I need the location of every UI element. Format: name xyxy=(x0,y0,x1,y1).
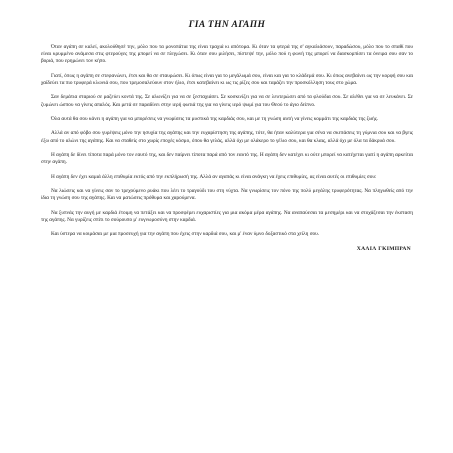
paragraph-9: Να ξυπνάς την αυγή με καρδιά έτοιμη να πετάξει και να προσφέρει ευχαριστίες για μια ακόμα μέρα αγάπης. Να αναπαύεσαι τα μεσημέρι και να στοχάζεσαι την έκσταση της αγάπης. Να γυρίζεις σπίτι το σούρουπο μ' ευγνωμοσύνη στην καρδιά. xyxy=(41,209,413,223)
paragraph-10: Και ύστερα να κοιμάσαι με μια προσευχή για την αγάπη που έχεις στην καρδιά σου, και μ' έναν ύμνο δοξαστικό στα χείλη σου. xyxy=(51,231,320,238)
paragraph-4: Όλα αυτά θα σου κάνει η αγάπη για να μπορέσεις να γνωρίσεις τα μυστικά της καρδιάς σου, και με τη γνώση αυτή να γίνεις κομμάτι της καρδιάς της ζωής. xyxy=(51,115,379,122)
document-title: ΓΙΑ ΤΗΝ ΑΓΑΠΗ xyxy=(188,20,266,30)
paragraph-8: Να λιώσεις και να γίνεις σαν το τρεχούμενο ρυάκι που λέει το τραγούδι του στη νύχτα. Να γνωρίσεις τον πόνο της πολύ μεγάλης τρυφερότητας. Να πληγωθείς από την ίδια τη γνώση σου της αγάπης. Και να ματώσεις πρόθυμα και χαρούμενα. xyxy=(41,187,413,202)
paragraph-7: Η αγάπη δεν έχει καμιά άλλη επιθυμία εκτός από την εκπλήρωσή της. Αλλά αν αγαπάς κι είναι ανάγκη να έχεις επιθυμίες, ας είναι αυτές οι επιθυμίες σου: xyxy=(51,173,377,180)
paragraph-2: Γιατί, όπως η αγάπη σε στεφανώνει, έτσι και θα σε σταυρώσει. Κι όπως είναι για το μεγάλωμά σου, είναι και για το κλάδεμά σου. Κι όπως ανεβαίνει ως την κορφή σου και χαϊδεύει τα πιο τρυφερά κλωνιά σου, που τρεμοσαλεύουν στον ήλιο, έτσι κατεβαίνει κι ως τις ρίζες σου και ταράζει την προσκόλληση τους στο χώμα. xyxy=(41,72,413,86)
paragraph-1: Όταν αγάπη σε καλεί, ακολούθησέ την, μόλο που τα μονοπάτια της είναι τραχιά κι απότομα. Κι όταν τα φτερά της σ' αγκαλιάσουν, παραδώσου, μόλο που το σπαθί που είναι κρυμμένο ανάμεσα στις φτερούγες της μπορεί να σε πληγώσει. Κι όταν σου μιλήσει, πίστεψέ την, μόλο πού η φωνή της μπορεί να διασκορπίσει τα όνειρα σου σαν το βοριά, που ερημώνει τον κήπο. xyxy=(41,44,413,65)
paragraph-5: Αλλά αν από φόβο σου γυρέψεις μόνο την ησυχία της αγάπης και την ευχαρίστηση της αγάπης, τότε, θα ήταν καλύτερα για σένα να σκεπάσεις τη γύμνια σου και να βγεις έξω από το αλώνι της αγάπης. Και να σταθείς στο χωρίς εποχές κόσμο, όπου θα γελάς, αλλά όχι με ολάκερο το γέλιο σου, και θα κλαις, αλλά όχι με όλα τα δάκρυά σου. xyxy=(41,130,413,144)
author-signature: ΧΑΛΙΛ ΓΚΙΜΠΡΑΝ xyxy=(356,245,411,252)
paragraph-3: Σαν δεμάτια σταριού σε μαζεύει κοντά της. Σε αλωνίζει για να σε ξεσταχιάσει. Σε κοσκινίζει για να σε λευτερώσει από τα φλούδια σου. Σε αλέθει για να σε λευκάνει. Σε ζυμώνει ώσπου να γίνεις απαλός. Και μετά σε παραδίνει στην ιερή φωτιά της για να γίνεις ιερό ψωμί για του Θεού το άγιο δείπνο. xyxy=(41,94,413,108)
paragraph-6: Η αγάπη δε δίνει τίποτα παρά μόνο τον εαυτό της, και δεν παίρνει τίποτα παρά από τον εαυτό της. Η αγάπη δεν κατέχει κι ούτε μπορεί να κατέχεται γιατί η αγάπη αρκείται στην αγάπη. xyxy=(41,151,413,166)
document-body xyxy=(41,44,413,252)
